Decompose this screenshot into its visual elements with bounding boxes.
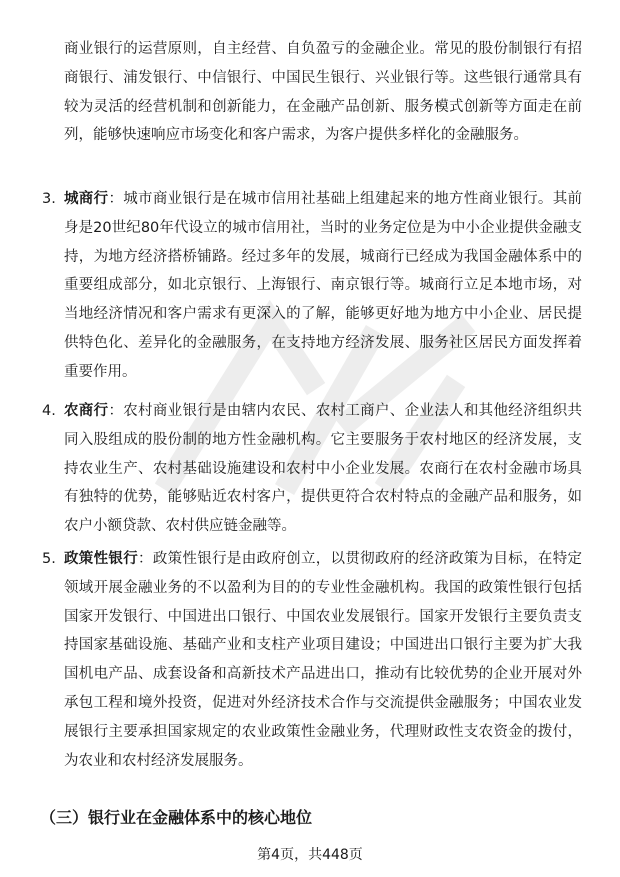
- list-item-city-commercial-bank: [40, 185, 582, 387]
- list-item-term: 农商行: [64, 403, 109, 419]
- list-item-text: ：城市商业银行是在城市信用社基础上组建起来的地方性商业银行。其前身是20世纪80年代设立的城市信用社，当时的业务定位是为中小企业提供金融支持，为地方经济搭桥铺路。经过多年的发展，城商行已经成为我国金融体系中的重要组成部分，如北京银行、上海银行、南京银行等。城商行立足本地市场，对当地经济情况和客户需求有更深入的了解，能够更好地为地方中小企业、居民提供特色化、差异化的金融服务，在支持地方经济发展、服务社区居民方面发挥着重要作用。: [64, 191, 583, 380]
- list-item-rural-commercial-bank: [40, 397, 582, 541]
- list-item-body: [64, 185, 582, 387]
- intro-paragraph: 商业银行的运营原则，自主经营、自负盈亏的金融企业。常见的股份制银行有招商银行、浦发银行、中信银行、中国民生银行、兴业银行等。这些银行通常具有较为灵活的经营机制和创新能力，在金融产品创新、服务模式创新等方面走在前列，能够快速响应市场变化和客户需求，为客户提供多样化的金融服务。: [64, 41, 582, 144]
- list-number: 4.: [42, 403, 56, 419]
- list-number: 5.: [42, 551, 56, 567]
- page-footer: 第4页，共448页: [257, 847, 363, 863]
- section-heading: （三）银行业在金融体系中的核心地位: [40, 808, 313, 827]
- list-item-text: ：政策性银行是由政府创立，以贯彻政府的经济政策为目标，在特定领域开展金融业务的不以盈利为目的的专业性金融机构。我国的政策性银行包括国家开发银行、中国进出口银行、中国农业发展银行。国家开发银行主要负责支持国家基础设施、基础产业和支柱产业项目建设；中国进出口银行主要为扩大我国机电产品、成套设备和高新技术产品进出口，推动有比较优势的企业开展对外承包工程和境外投资，促进对外经济技术合作与交流提供金融服务；中国农业发展银行主要承担国家规定的农业政策性金融业务，代理财政性支农资金的拨付，为农业和农村经济发展服务。: [64, 551, 582, 769]
- list-item-policy-bank: [40, 545, 582, 775]
- list-item-body: [64, 545, 582, 775]
- list-item-term: 政策性银行: [64, 551, 139, 567]
- list-item-text: ：农村商业银行是由辖内农民、农村工商户、企业法人和其他经济组织共同入股组成的股份制的地方性金融机构。它主要服务于农村地区的经济发展，支持农业生产、农村基础设施建设和农村中小企业发展。农商行在农村金融市场具有独特的优势，能够贴近农村客户，提供更符合农村特点的金融产品和服务，如农户小额贷款、农村供应链金融等。: [64, 403, 583, 535]
- list-number: 3.: [42, 191, 56, 207]
- list-item-term: 城商行: [64, 191, 109, 207]
- list-item-body: [64, 397, 582, 541]
